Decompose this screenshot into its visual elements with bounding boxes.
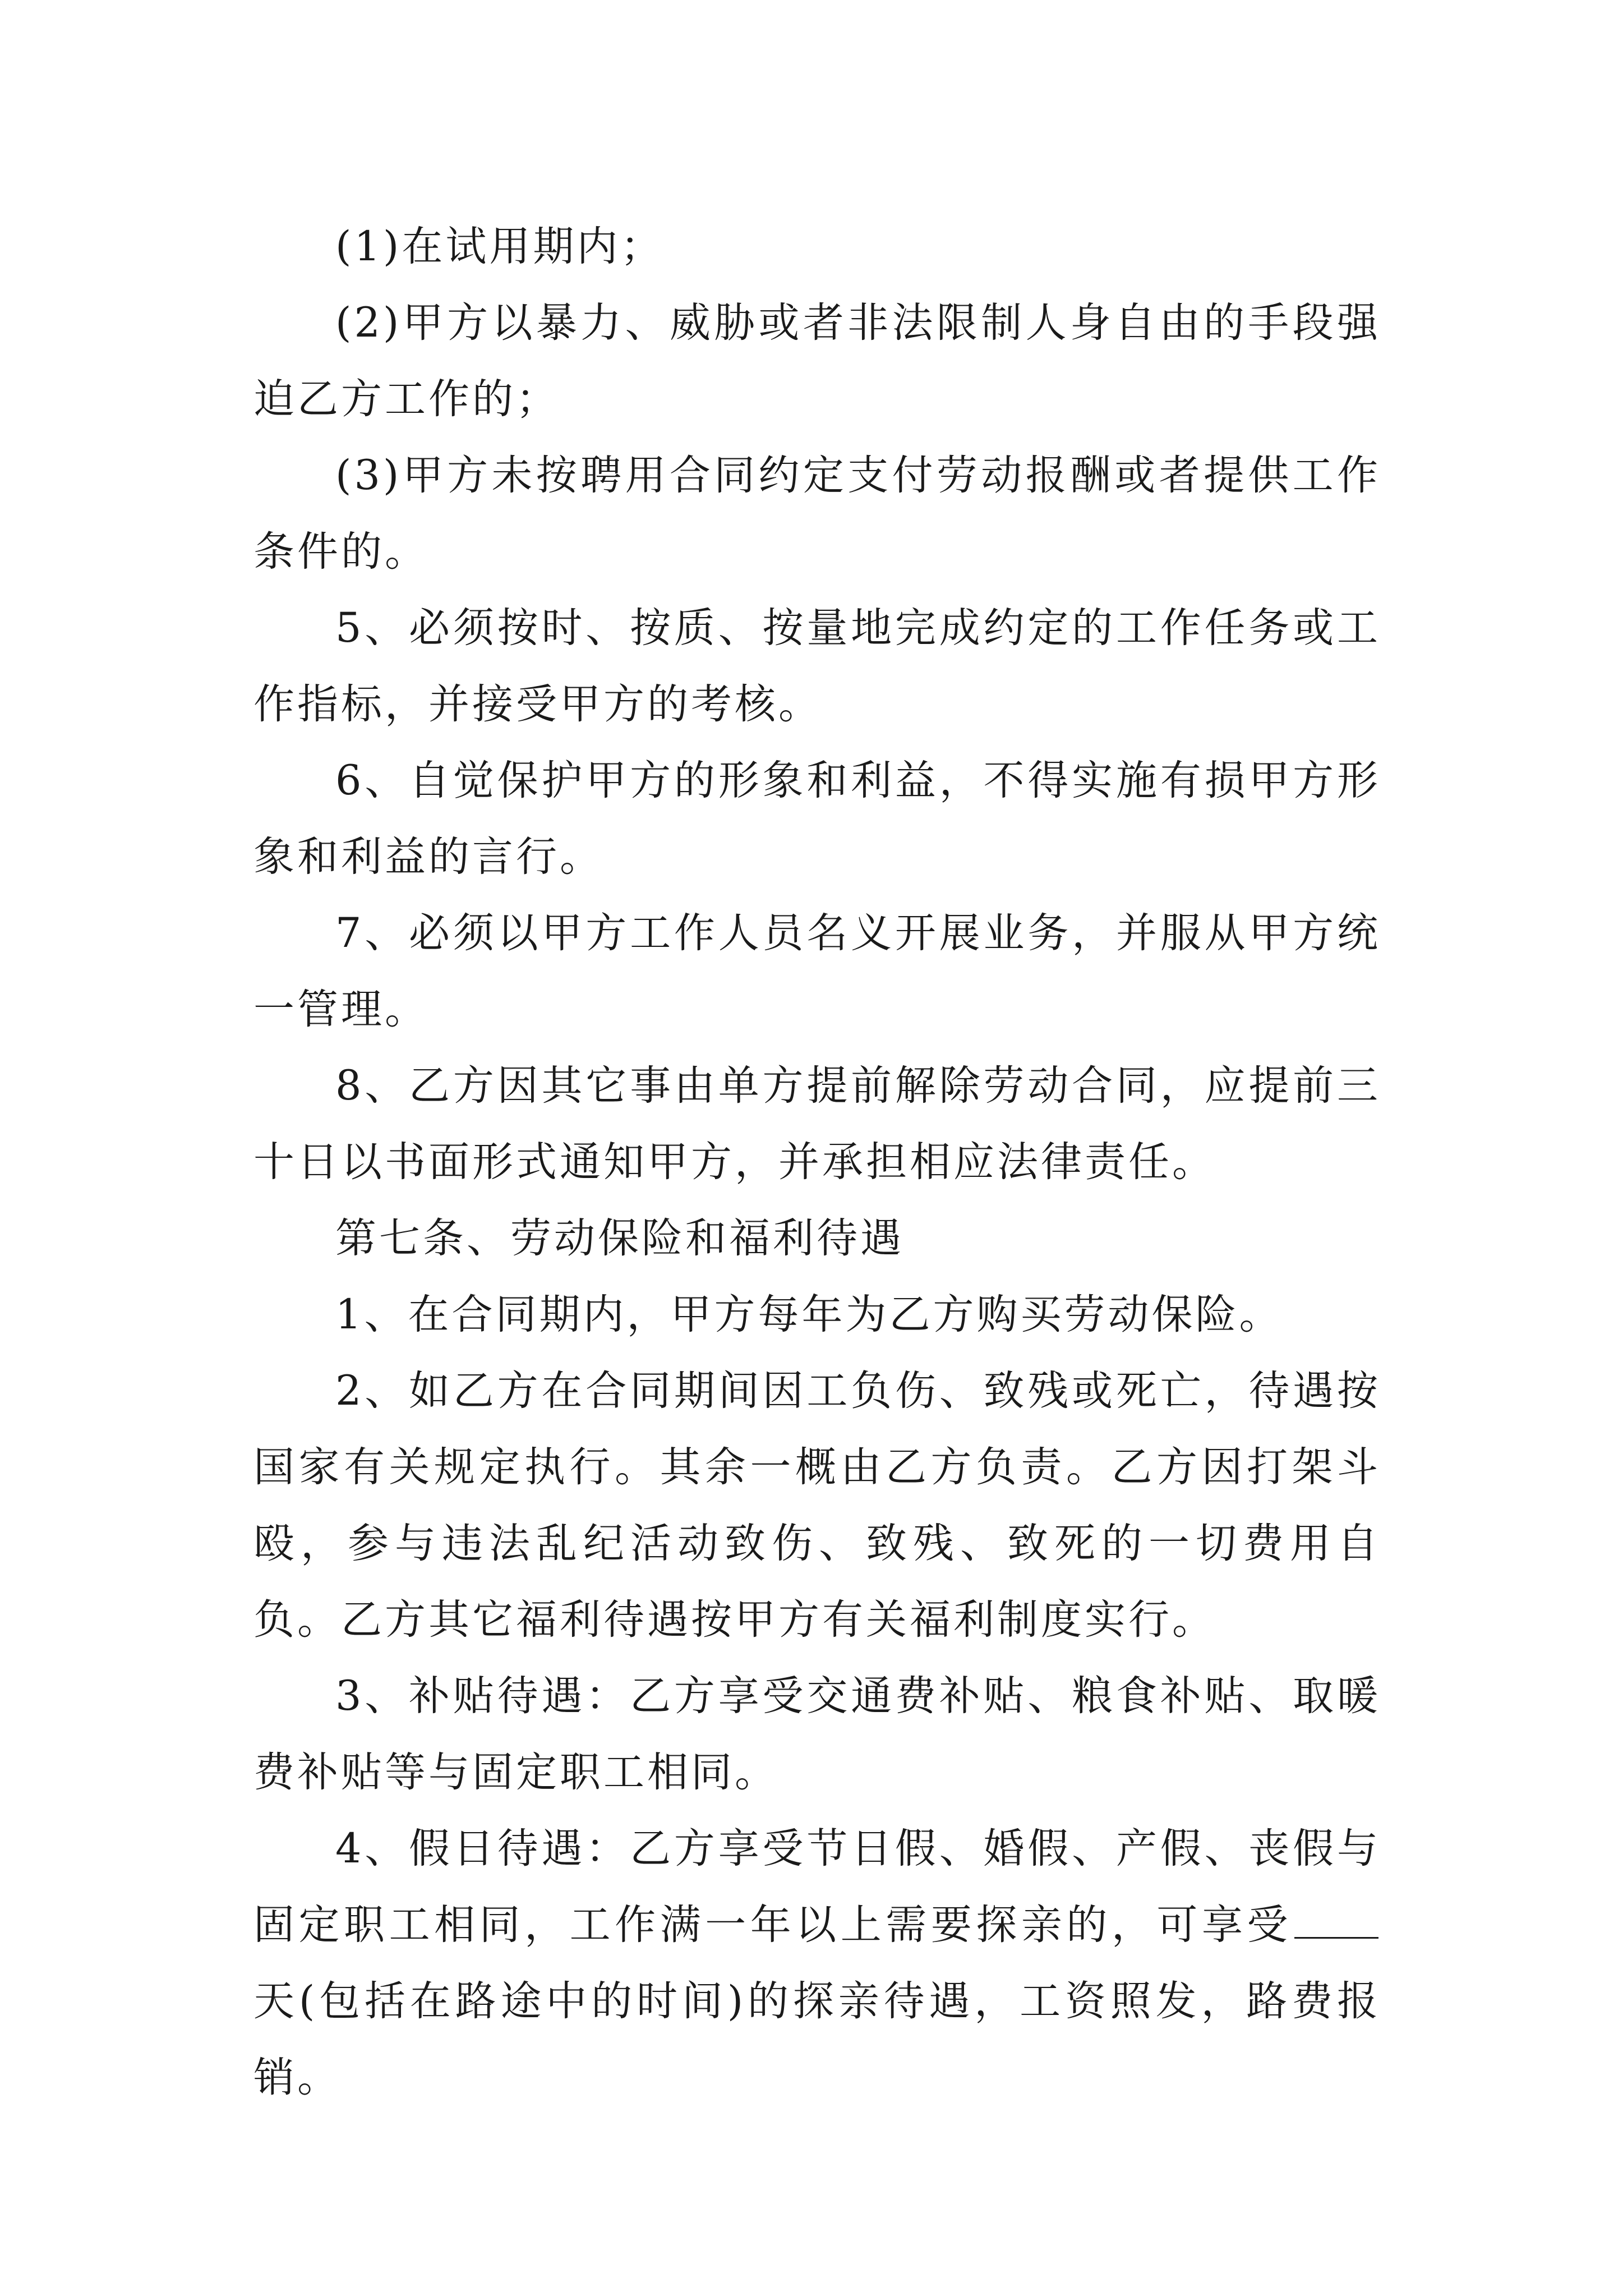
fill-in-blank [1294, 1898, 1378, 1939]
document-body [253, 209, 1381, 2116]
paragraph-unpaid-remuneration: (3)甲方未按聘用合同约定支付劳动报酬或者提供工作条件的。 [253, 452, 1381, 576]
paragraph-clause-6: 6、自觉保护甲方的形象和利益，不得实施有损甲方形象和利益的言行。 [253, 757, 1381, 881]
paragraph-clause-8: 8、乙方因其它事由单方提前解除劳动合同，应提前三十日以书面形式通知甲方，并承担相应法律责任。 [253, 1062, 1381, 1186]
paragraph-insurance-1: 1、在合同期内，甲方每年为乙方购买劳动保险。 [335, 1291, 1283, 1338]
paragraph-clause-5: 5、必须按时、按质、按量地完成约定的工作任务或工作指标，并接受甲方的考核。 [253, 604, 1381, 728]
paragraph-forced-labor: (2)甲方以暴力、威胁或者非法限制人身自由的手段强迫乙方工作的； [253, 299, 1381, 423]
paragraph-subsidy: 3、补贴待遇：乙方享受交通费补贴、粮食补贴、取暖费补贴等与固定职工相同。 [253, 1672, 1381, 1796]
paragraph-holiday [253, 1811, 1381, 2116]
holiday-text-after: 天(包括在路途中的时间)的探亲待遇，工资照发，路费报销。 [253, 1977, 1381, 2101]
paragraph-probation: (1)在试用期内； [335, 223, 665, 270]
section-heading-article-7: 第七条、劳动保险和福利待遇 [335, 1214, 904, 1262]
paragraph-clause-7: 7、必须以甲方工作人员名义开展业务，并服从甲方统一管理。 [253, 909, 1381, 1033]
holiday-text-before: 4、假日待遇：乙方享受节日假、婚假、产假、丧假与固定职工相同，工作满一年以上需要探亲的，可享受 [253, 1825, 1381, 1949]
paragraph-insurance-2: 2、如乙方在合同期间因工负伤、致残或死亡，待遇按国家有关规定执行。其余一概由乙方负责。乙方因打架斗殴，参与违法乱纪活动致伤、致残、致死的一切费用自负。乙方其它福利待遇按甲方有关福利制度实行。 [253, 1367, 1381, 1644]
